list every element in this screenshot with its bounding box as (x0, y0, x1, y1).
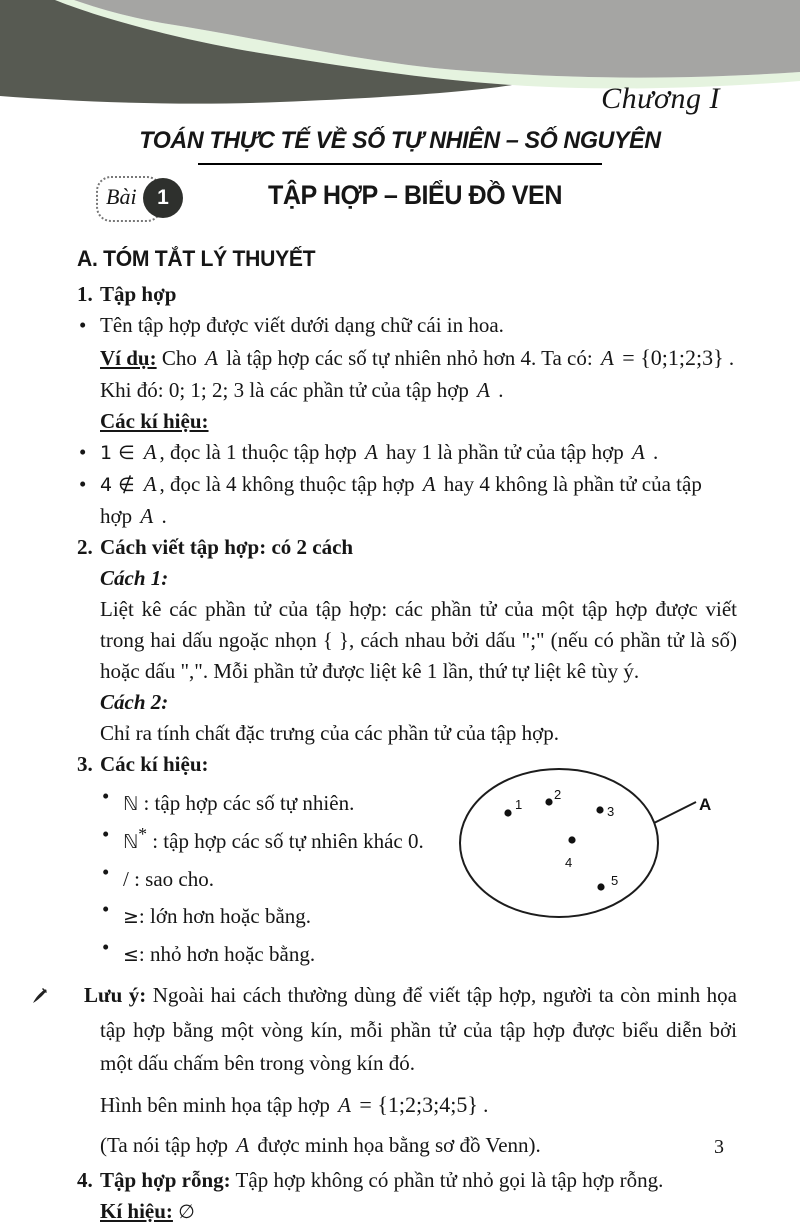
text: . (477, 1093, 489, 1117)
pen-nib-icon (66, 981, 82, 1014)
example-label: Ví dụ: (100, 346, 157, 370)
item-2-title (77, 532, 737, 563)
note-text: Ngoài hai cách thường dùng để viết tập hợp, người ta còn minh họa tập hợp bằng một vòng kín, mỗi phần tử của tập hợp được biểu diễn bởi một dấu chấm bên trong vòng kín đó. (100, 983, 738, 1075)
text: hay 4 không là phần tử của tập hợp (100, 472, 702, 528)
sup: * (138, 824, 147, 844)
notation-line (77, 1196, 737, 1228)
set-variable: A (143, 440, 157, 464)
set-point (596, 806, 603, 813)
paragraph-text: Chỉ ra tính chất đặc trưng của các phần tử của tập hợp. (100, 721, 559, 745)
set-point (545, 798, 552, 805)
symbol-meaning: : sao cho. (128, 867, 214, 891)
set-point (568, 836, 575, 843)
symbols-label: Các kí hiệu: (100, 409, 209, 433)
set-variable: A (364, 440, 378, 464)
label: Cách 1: (100, 566, 169, 590)
example-text: là tập hợp các số tự nhiên nhỏ hơn 4. Ta có: (220, 346, 598, 370)
point-label: 4 (565, 855, 573, 870)
set-variable: A (477, 378, 490, 402)
not-element-of-symbol: 4 ∉ (100, 474, 141, 496)
set-variable: A (143, 472, 157, 496)
symbol-meaning: : lớn hơn hoặc bằng. (138, 904, 312, 928)
text: hay 1 là phần tử của tập hợp (380, 440, 629, 464)
naturals-star-symbol: ℕ (123, 831, 139, 853)
point-label: 1 (515, 797, 523, 812)
item-number: 1. (77, 282, 93, 306)
venn-naming-line (77, 1130, 737, 1161)
set-variable: A (205, 346, 218, 370)
label: Cách 2: (100, 690, 169, 714)
set-variable: A (140, 504, 154, 528)
figure-reference-line (77, 1089, 737, 1121)
text: Khi đó: 0; 1; 2; 3 là các phần tử của tập hợp (100, 378, 475, 402)
bullet-line (77, 469, 737, 532)
point-label: 2 (554, 787, 562, 802)
set-label: A (699, 795, 712, 814)
lesson-title: TẬP HỢP – BIỂU ĐỒ VEN (268, 180, 562, 210)
paragraph-text: Liệt kê các phần tử của tập hợp: các phần tử của một tập hợp được viết trong hai dấu ngoặc nhọn { }, cách nhau bởi dấu ";" (nếu có phần tử là số) hoặc dấu ",". Mỗi phần tử được liệt kê 1 lần, thứ tự liệt kê tùy ý. (100, 597, 737, 683)
set-point (504, 809, 511, 816)
note-paragraph (77, 979, 737, 1080)
item-number: 2. (77, 535, 93, 559)
text: (Ta nói tập hợp (100, 1133, 234, 1157)
chapter-title: TOÁN THỰC TẾ VỀ SỐ TỰ NHIÊN – SỐ NGUYÊN (139, 127, 661, 154)
lesson-badge-label: Bài (106, 184, 137, 209)
set-label-pointer-line (654, 802, 696, 823)
symbol-row (77, 781, 463, 819)
empty-set-symbol: ∅ (178, 1201, 195, 1223)
text: Hình bên minh họa tập hợp (100, 1093, 336, 1117)
text: . (492, 378, 504, 402)
item-title: Tập hợp rỗng: (100, 1168, 231, 1192)
formula-text: = {1;2;3;4;5} (353, 1092, 478, 1117)
theory-section (77, 246, 737, 1228)
chapter-title-underline (198, 163, 602, 165)
item-4-title (77, 1165, 737, 1196)
section-heading: A. TÓM TẮT LÝ THUYẾT (77, 246, 316, 271)
set-point (597, 883, 604, 890)
way-1-label (77, 563, 737, 594)
bullet-line (77, 437, 737, 469)
venn-diagram (453, 759, 733, 934)
formula-text: = {0;1;2;3} (616, 345, 724, 370)
symbol-meaning: : tập hợp các số tự nhiên. (138, 791, 355, 815)
point-label: 5 (611, 873, 619, 888)
bullet-line (77, 310, 737, 341)
item-title: Các kí hiệu: (100, 752, 209, 776)
bullet-text: Tên tập hợp được viết dưới dạng chữ cái in hoa. (100, 313, 504, 337)
notation-label: Kí hiệu: (100, 1199, 173, 1223)
text: , đọc là 4 không thuộc tập hợp (159, 472, 420, 496)
symbols-and-diagram (77, 781, 737, 970)
symbol-meaning: : nhỏ hơn hoặc bằng. (138, 942, 316, 966)
item-number: 3. (77, 752, 93, 776)
symbol-meaning: : tập hợp các số tự nhiên khác 0. (146, 829, 424, 853)
page-number: 3 (714, 1136, 724, 1158)
item-number: 4. (77, 1168, 93, 1192)
symbol-row (77, 894, 463, 932)
explanation-line (77, 375, 737, 406)
symbol-row (77, 932, 463, 970)
text: . (156, 504, 167, 528)
point-label: 3 (607, 804, 615, 819)
set-variable: A (338, 1093, 351, 1117)
chapter-label: Chương I (601, 82, 720, 115)
text: được minh họa bằng sơ đồ Venn). (252, 1133, 541, 1157)
item-1-title (77, 279, 737, 310)
text: , đọc là 1 thuộc tập hợp (159, 440, 362, 464)
set-variable: A (236, 1133, 250, 1157)
such-that-symbol: / (123, 867, 129, 891)
item-title: Tập hợp (100, 282, 177, 306)
set-variable: A (631, 440, 645, 464)
way-1-text (77, 594, 737, 687)
way-2-text (77, 718, 737, 749)
example-line (77, 341, 737, 375)
way-2-label (77, 687, 737, 718)
note-label: Lưu ý: (84, 983, 147, 1007)
example-text: . (723, 346, 735, 370)
naturals-symbol: ℕ (123, 793, 139, 815)
set-variable: A (422, 472, 436, 496)
symbols-label-line (77, 406, 737, 437)
less-equal-symbol: ≤ (123, 944, 139, 966)
lesson-number-circle: 1 (143, 178, 183, 218)
example-text: Cho (156, 346, 203, 370)
symbol-row (77, 857, 463, 894)
text: Tập hợp không có phần tử nhỏ gọi là tập hợp rỗng. (230, 1168, 664, 1192)
item-title: Cách viết tập hợp: có 2 cách (100, 535, 354, 559)
formula-variable: A (600, 346, 614, 370)
greater-equal-symbol: ≥ (123, 906, 139, 928)
symbol-row (77, 819, 463, 857)
element-of-symbol: 1 ∈ (100, 442, 141, 464)
lesson-badge (96, 176, 169, 222)
text: . (647, 440, 659, 464)
